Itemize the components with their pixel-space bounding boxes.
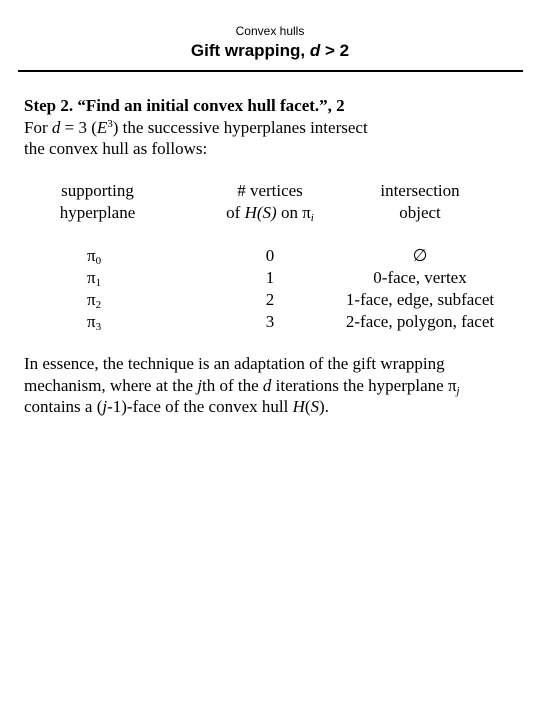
hyperplane-cell [87, 289, 147, 311]
header-text: of [226, 203, 245, 222]
slide-title [0, 41, 540, 61]
header-line: object [399, 203, 441, 222]
outro-line-3 [24, 396, 524, 418]
outro-text: ( [304, 397, 311, 416]
closing-paragraph [24, 353, 524, 418]
intro-step-line [24, 95, 524, 117]
outro-text: th of the [201, 375, 263, 395]
intro-line-3: the convex hull as follows: [24, 139, 208, 158]
col-header-vertices [205, 180, 335, 224]
object-cell: 1-face, edge, subfacet [345, 290, 495, 309]
vertex-count-cell: 0 [265, 246, 275, 265]
outro-line-2 [24, 375, 524, 397]
outro-text: contains a ( [24, 397, 103, 416]
intersection-object-column [335, 245, 505, 333]
outro-subscript: j [456, 384, 460, 397]
pi-index: 0 [95, 255, 102, 267]
pi-symbol: π [87, 312, 96, 331]
outro-var-d: d [262, 375, 272, 395]
hyperplane-cell [87, 245, 147, 267]
pi-index: 1 [95, 277, 102, 289]
object-cell: ∅ [412, 246, 428, 265]
intro-superscript: 3 [107, 117, 113, 130]
outro-text: ). [319, 397, 329, 416]
hyperplane-cell [87, 267, 147, 289]
header-line: intersection [380, 181, 460, 200]
header-text: on π [276, 203, 311, 222]
vertex-count-column [205, 245, 335, 333]
hyperplane-cell [87, 311, 147, 333]
intro-var-d: d [51, 117, 61, 137]
col-header-object [335, 180, 505, 224]
vertex-count-cell: 2 [265, 290, 275, 309]
outro-text: mechanism, where at the [24, 375, 198, 395]
pi-index: 3 [95, 321, 102, 333]
intro-paragraph [24, 95, 524, 160]
title-suffix: > 2 [320, 41, 350, 60]
outro-var-j: j [197, 375, 202, 395]
pi-symbol: π [87, 268, 96, 287]
intro-var-e: E [96, 117, 108, 137]
outro-text: -1)-face of the convex hull [107, 397, 293, 416]
step-heading: Step 2. “Find an initial convex hull facet.”, 2 [24, 96, 345, 115]
header-line [205, 202, 335, 224]
header-line: supporting [61, 181, 134, 200]
title-prefix: Gift wrapping, [190, 41, 310, 60]
header-line: # vertices [237, 181, 303, 200]
header-subscript: i [310, 212, 314, 224]
header-var-h: H [244, 203, 257, 222]
outro-var-j: j [102, 397, 108, 416]
intro-text: ) the successive hyperplanes intersect [112, 117, 368, 137]
outro-text: iterations the hyperplane π [271, 375, 457, 395]
pi-symbol: π [87, 290, 96, 309]
pi-index: 2 [95, 299, 102, 311]
object-cell: 2-face, polygon, facet [345, 312, 495, 331]
slide-topic: Convex hulls [235, 24, 305, 38]
title-var: d [309, 41, 321, 60]
outro-var-h: H [292, 397, 305, 416]
outro-line-1: In essence, the technique is an adaptation of the gift wrapping [24, 354, 445, 373]
title-divider [18, 70, 523, 72]
col-header-hyperplane [30, 180, 165, 224]
vertex-count-cell: 1 [265, 268, 275, 287]
object-cell: 0-face, vertex [373, 268, 467, 287]
intro-line-2 [24, 117, 524, 139]
vertex-count-cell: 3 [265, 312, 275, 331]
pi-symbol: π [87, 246, 96, 265]
header-line: hyperplane [59, 203, 136, 222]
outro-var-s: S [310, 397, 320, 416]
header-var-s: (S) [256, 203, 277, 222]
intro-text: For [24, 117, 52, 137]
intro-text: = 3 ( [60, 117, 97, 137]
hyperplane-column [87, 245, 147, 333]
